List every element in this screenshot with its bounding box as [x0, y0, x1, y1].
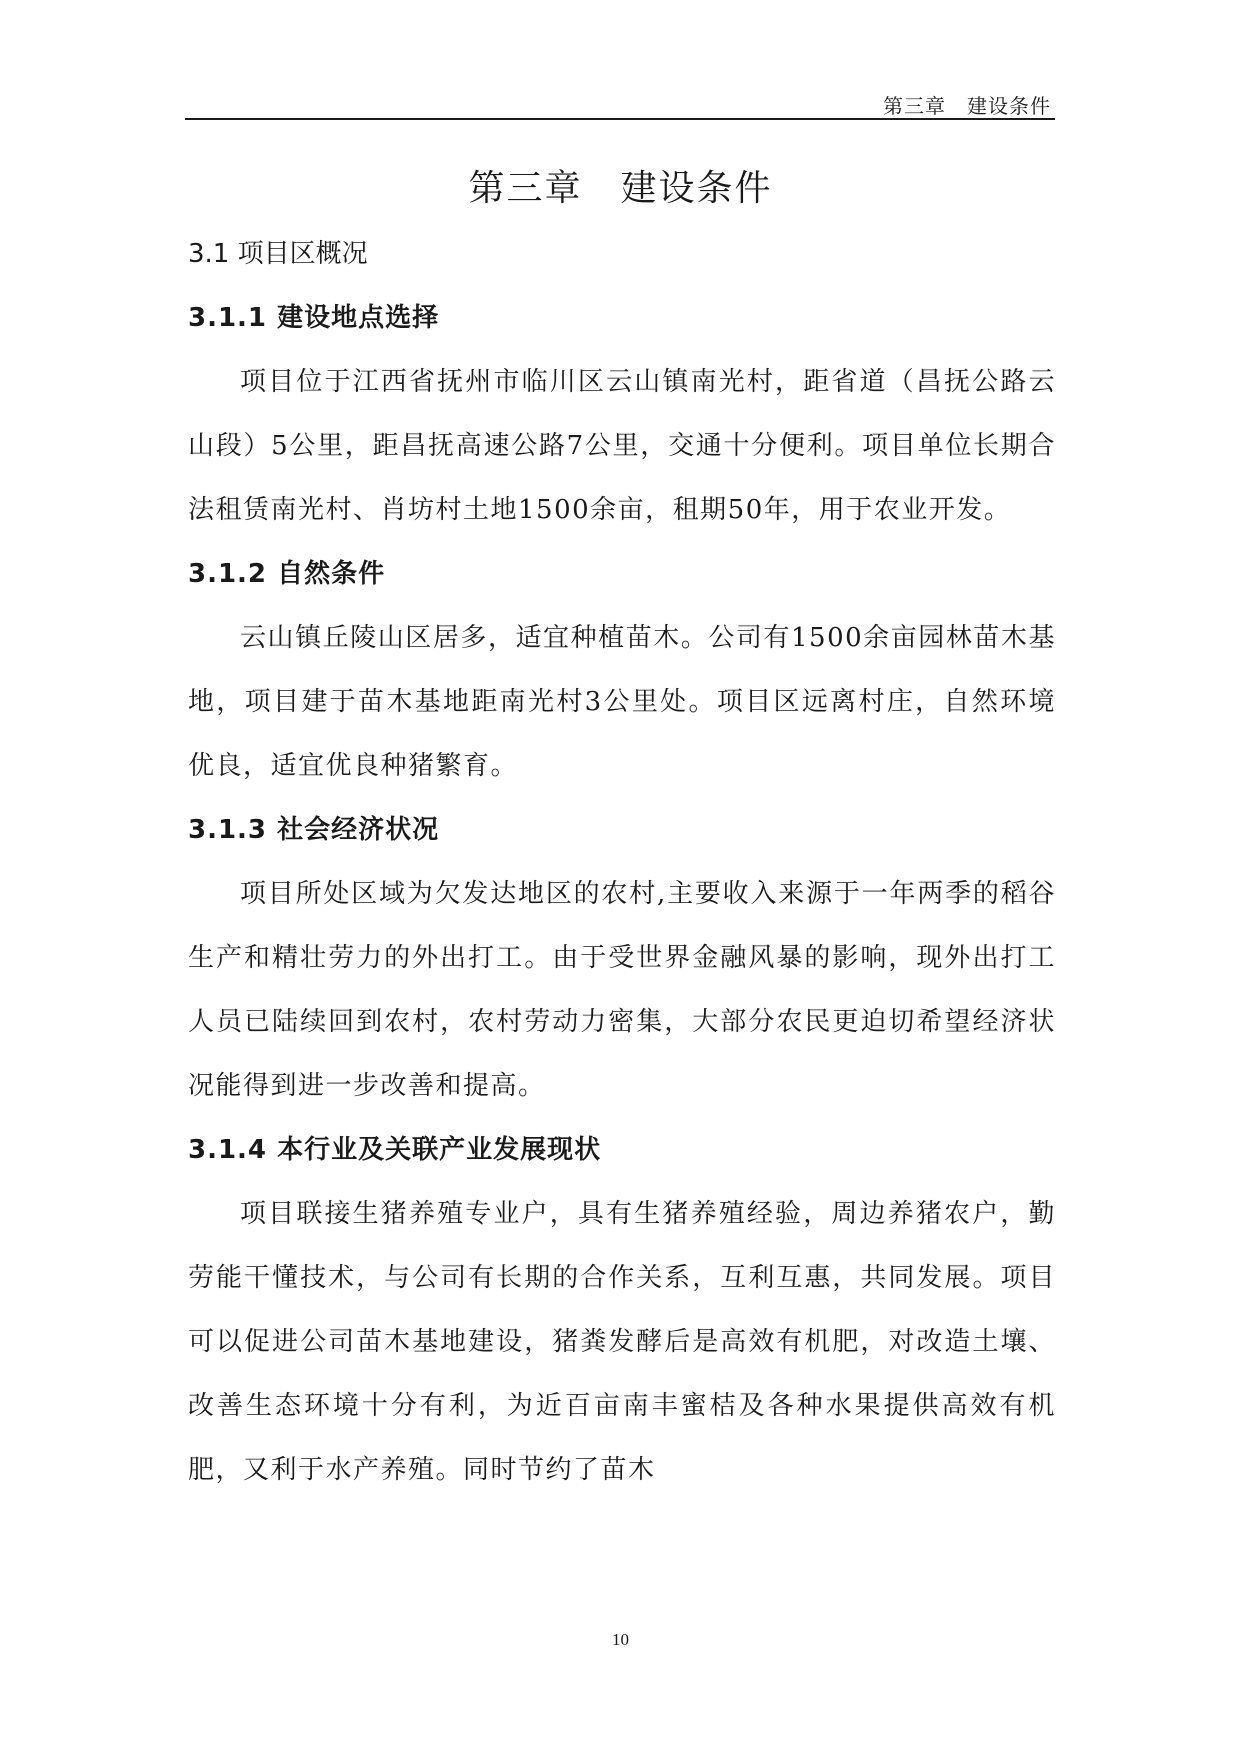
document-body	[188, 222, 1056, 1502]
paragraph-construction-site: 项目位于江西省抚州市临川区云山镇南光村，距省道（昌抚公路云山段）5公里，距昌抚高速公路7公里，交通十分便利。项目单位长期合法租赁南光村、肖坊村土地1500余亩，租期50年，用于农业开发。	[188, 367, 1056, 525]
paragraph-socioeconomic-status: 项目所处区域为欠发达地区的农村,主要收入来源于一年两季的稻谷生产和精壮劳力的外出打工。由于受世界金融风暴的影响，现外出打工人员已陆续回到农村，农村劳动力密集，大部分农民更迫切希望经济状况能得到进一步改善和提高。	[188, 879, 1056, 1101]
paragraph-natural-conditions: 云山镇丘陵山区居多，适宜种植苗木。公司有1500余亩园林苗木基地，项目建于苗木基地距南光村3公里处。项目区远离村庄，自然环境优良，适宜优良种猪繁育。	[188, 623, 1056, 781]
running-header-title: 第三章 建设条件	[883, 94, 1051, 118]
section-heading-3-1: 3.1 项目区概况	[188, 239, 368, 269]
subsection-heading-3-1-3: 3.1.3 社会经济状况	[188, 815, 440, 845]
page-header	[185, 86, 1055, 120]
chapter-title: 第三章 建设条件	[468, 168, 773, 209]
subsection-heading-3-1-2: 3.1.2 自然条件	[188, 559, 386, 589]
page-number: 10	[612, 1630, 629, 1649]
subsection-heading-3-1-4: 3.1.4 本行业及关联产业发展现状	[188, 1135, 602, 1165]
subsection-heading-3-1-1: 3.1.1 建设地点选择	[188, 303, 440, 333]
paragraph-industry-status: 项目联接生猪养殖专业户，具有生猪养殖经验，周边养猪农户，勤劳能干懂技术，与公司有长期的合作关系，互利互惠，共同发展。项目可以促进公司苗木基地建设，猪粪发酵后是高效有机肥，对改造土壤、改善生态环境十分有利，为近百亩南丰蜜桔及各种水果提供高效有机肥，又利于水产养殖。同时节约了苗木	[188, 1199, 1056, 1485]
